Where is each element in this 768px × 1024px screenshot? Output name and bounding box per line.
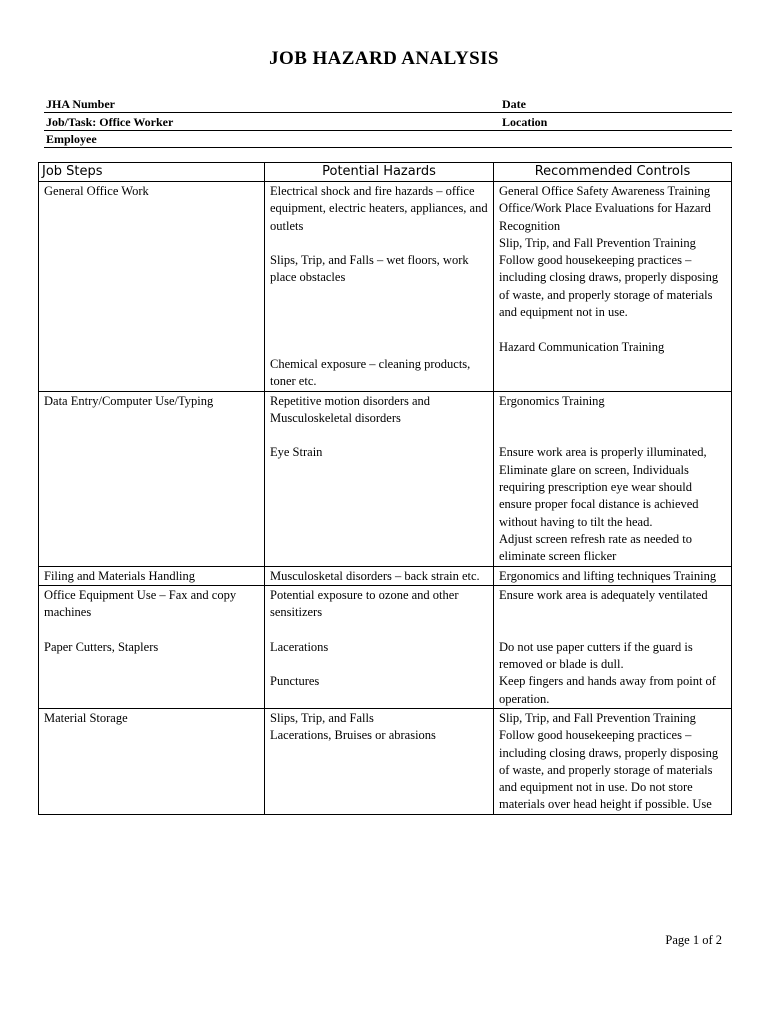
hazard-item: Electrical shock and fire hazards – office equipment, electric heaters, appliances, and outlets: [270, 184, 488, 233]
job-step-cell: [39, 566, 265, 585]
control-item: Do not use paper cutters if the guard is removed or blade is dull.: [499, 639, 693, 672]
controls-cell: [494, 566, 732, 585]
control-item: Follow good housekeeping practices – including closing draws, properly disposing of waste, and properly storage of materials and equipment not in use. Do not store materials over head height if possible. Use: [499, 728, 719, 812]
control-item: Follow good housekeeping practices – including closing draws, properly disposing of waste, and properly storage of materials and equipment not in use.: [499, 253, 719, 320]
table-row: [39, 182, 732, 392]
hazard-item: Chemical exposure – cleaning products, toner etc.: [270, 356, 471, 389]
header-row-employee: [44, 131, 732, 148]
page-number: Page 1 of 2: [665, 933, 722, 947]
control-item: Ensure work area is properly illuminated, Eliminate glare on screen, Individuals requiring prescription eye wear should ensure proper focal distance is achieved without having to tilt the head.: [499, 445, 707, 529]
controls-cell: [494, 182, 732, 392]
hazard-item: Slips, Trip, and Falls – wet floors, work place obstacles: [270, 253, 469, 285]
table-row: [39, 585, 732, 708]
column-header-potential-hazards: Potential Hazards: [265, 163, 494, 182]
job-step-text: Data Entry/Computer Use/Typing: [44, 393, 214, 408]
jha-number-label: JHA Number: [46, 97, 115, 111]
hazard-item: Punctures: [270, 674, 320, 689]
hazards-cell: [265, 566, 494, 585]
control-item: Ergonomics Training: [499, 393, 605, 408]
employee-label: Employee: [46, 132, 97, 146]
column-header-recommended-controls: Recommended Controls: [494, 163, 732, 182]
control-item: Hazard Communication Training: [499, 339, 665, 354]
control-item: Office/Work Place Evaluations for Hazard Recognition: [499, 201, 711, 233]
header-row-job-task: [44, 114, 732, 131]
hazard-item: Lacerations, Bruises or abrasions: [270, 728, 436, 743]
job-step-text: Office Equipment Use – Fax and copy machines: [44, 587, 237, 620]
job-step-text: Filing and Materials Handling: [44, 568, 196, 583]
job-step-text: Paper Cutters, Staplers: [44, 639, 159, 654]
job-step-cell: [39, 708, 265, 814]
controls-cell: [494, 708, 732, 814]
hazards-cell: [265, 585, 494, 708]
table-row: [39, 566, 732, 585]
document-title: JOB HAZARD ANALYSIS: [269, 48, 499, 69]
job-step-cell: [39, 391, 265, 566]
control-item: Ergonomics and lifting techniques Training: [499, 568, 717, 583]
control-item: General Office Safety Awareness Training: [499, 184, 711, 198]
control-item: Keep fingers and hands away from point of operation.: [499, 674, 716, 706]
control-item: Slip, Trip, and Fall Prevention Training: [499, 235, 696, 250]
hazard-item: Potential exposure to ozone and other sensitizers: [270, 587, 459, 620]
hazards-cell: [265, 391, 494, 566]
column-header-job-steps: Job Steps: [39, 163, 265, 182]
control-item: Ensure work area is adequately ventilated: [499, 587, 708, 602]
hazard-analysis-table: [38, 162, 732, 815]
job-task-label: Job/Task: Office Worker: [46, 115, 174, 129]
job-step-cell: [39, 182, 265, 392]
control-item: Adjust screen refresh rate as needed to eliminate screen flicker: [499, 531, 692, 564]
header-row-jha-number: [44, 96, 732, 113]
hazards-cell: [265, 708, 494, 814]
hazard-item: Eye Strain: [270, 445, 323, 460]
location-label: Location: [502, 115, 548, 129]
date-label: Date: [502, 97, 526, 111]
table-row: [39, 708, 732, 814]
controls-cell: [494, 585, 732, 708]
hazard-item: Lacerations: [270, 639, 329, 654]
hazard-item: Slips, Trip, and Falls: [270, 710, 374, 725]
control-item: Slip, Trip, and Fall Prevention Training: [499, 710, 696, 725]
controls-cell: [494, 391, 732, 566]
table-header-row: [39, 163, 732, 182]
job-step-cell: [39, 585, 265, 708]
job-step-text: Material Storage: [44, 710, 128, 725]
hazards-cell: [265, 182, 494, 392]
hazard-item: Repetitive motion disorders and Musculoskeletal disorders: [270, 393, 431, 425]
job-step-text: General Office Work: [44, 184, 149, 198]
hazard-item: Musculosketal disorders – back strain etc.: [270, 568, 480, 583]
table-row: [39, 391, 732, 566]
